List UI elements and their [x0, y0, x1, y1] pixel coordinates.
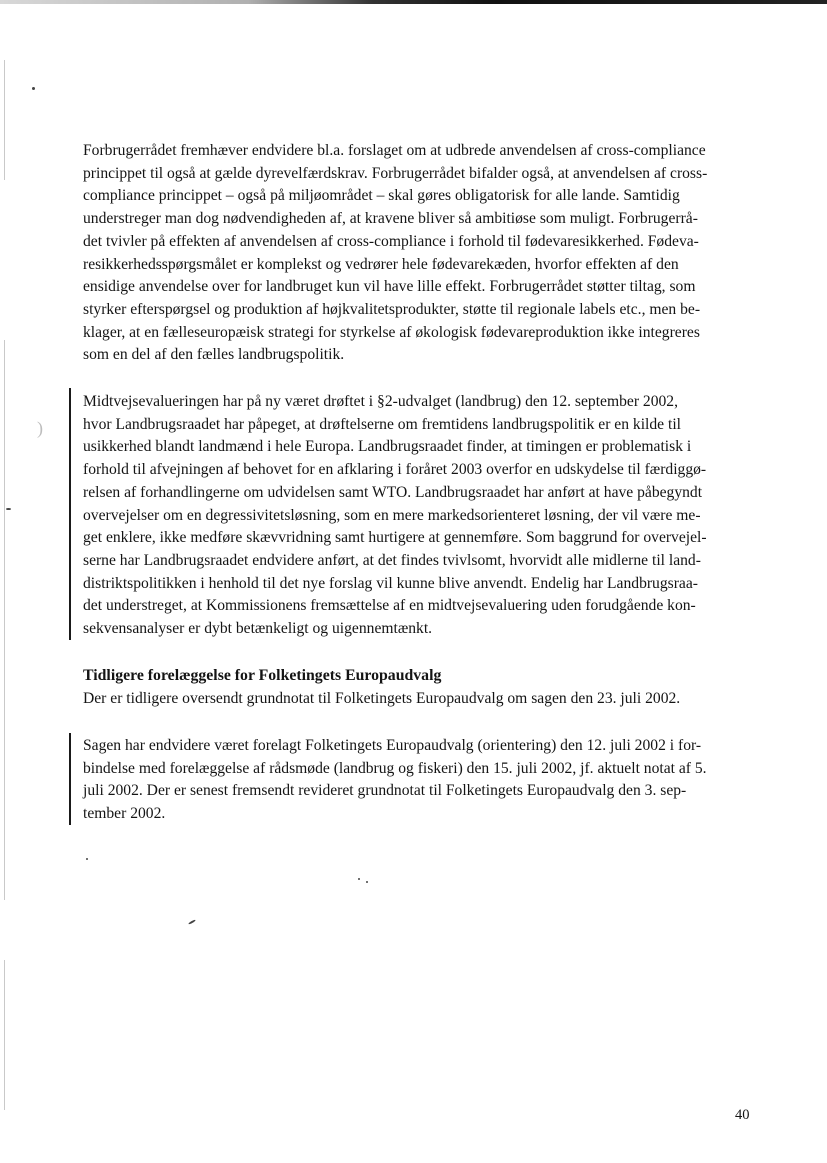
- text-line: tember 2002.: [83, 805, 166, 823]
- text-line: resikkerhedsspørgsmålet er komplekst og vedrører hele fødevarekæden, hvorfor effekten af den: [83, 255, 679, 273]
- text-line: det understreget, at Kommissionens fremsættelse af en midtvejsevaluering uden forudgående kon-: [83, 597, 696, 615]
- page-number: 40: [735, 1107, 750, 1123]
- revision-change-bar: [69, 733, 71, 825]
- text-line: juli 2002. Der er senest fremsendt revideret grundnotat til Folketingets Europaudvalg den 3. sep-: [83, 782, 687, 800]
- text-line: Sagen har endvidere været forelagt Folketingets Europaudvalg (orientering) den 12. juli 2002 i for-: [83, 737, 702, 754]
- text-line: usikkerhed blandt landmænd i hele Europa. Landbrugsraadet finder, at timingen er problematisk i: [83, 438, 692, 456]
- text-line: compliance princippet – også på miljøområdet – skal gøres obligatorisk for alle lande. Samtidig: [83, 187, 680, 205]
- scan-mark: ): [37, 418, 43, 438]
- text-line: ensidige anvendelse over for landbruget kun vil have lille effekt. Forbrugerrådet støtter tiltag, som: [83, 278, 696, 296]
- paragraph-text: [83, 735, 758, 826]
- revision-change-bar: [69, 388, 71, 640]
- text-line: sekvensanalyser er dybt betænkeligt og uigennemtænkt.: [83, 620, 433, 638]
- scan-margin-line: [4, 340, 5, 900]
- text-line: klager, at en fælleseuropæisk strategi for styrkelse af økologisk fødevareproduktion ikke integreres: [83, 323, 700, 341]
- paragraph-committee-presentation: [83, 735, 758, 826]
- paragraph-consumer-council: [83, 140, 758, 367]
- paragraph-text: [83, 140, 758, 367]
- scan-speck: [6, 508, 11, 510]
- text-line: Der er tidligere oversendt grundnotat til Folketingets Europaudvalg om sagen den 23. juli 2002.: [83, 690, 681, 707]
- text-line: serne har Landbrugsraadet endvidere anført, at det findes tvivlsomt, hvorvidt alle midlerne til land-: [83, 551, 701, 569]
- top-border-rule: [0, 0, 827, 4]
- scan-margin-line: [4, 960, 5, 1110]
- scan-speck: [358, 878, 360, 880]
- text-line: Forbrugerrådet fremhæver endvidere bl.a. forslaget om at udbrede anvendelsen af cross-compliance: [83, 142, 706, 159]
- text-line: Midtvejsevalueringen har på ny været drøftet i §2-udvalget (landbrug) den 12. september 2002,: [83, 393, 678, 410]
- scan-speck: [188, 919, 196, 925]
- text-line: overvejelser om en degressivitetsløsning, som en mere markedsorienteret løsning, der vil være me-: [83, 506, 701, 524]
- text-line: forhold til afvejningen af behovet for en afklaring i foråret 2003 overfor en udskydelse til færdiggø-: [83, 461, 707, 479]
- text-line: det tvivler på effekten af anvendelsen af cross-compliance i forhold til fødevaresikkerhed. Fødeva-: [83, 232, 699, 250]
- scan-speck: [86, 858, 88, 860]
- paragraph-text: [83, 391, 758, 641]
- paragraph-text: [83, 688, 758, 711]
- text-line: relsen af forhandlingerne om udvidelsen samt WTO. Landbrugsraadet har anført at have påbegyndt: [83, 483, 703, 501]
- scan-speck: [366, 881, 368, 883]
- text-line: princippet til også at gælde dyrevelfærdskrav. Forbrugerrådet bifalder også, at anvendelsen af cross-: [83, 164, 708, 182]
- paragraph-earlier-submission: [83, 688, 758, 711]
- text-line: hvor Landbrugsraadet har påpeget, at drøftelserne om fremtidens landbrugspolitik er en kilde til: [83, 415, 681, 433]
- text-line: styrker efterspørgsel og produktion af højkvalitetsprodukter, støtte til regionale labels etc., men be-: [83, 300, 701, 318]
- paragraph-midterm-review: [83, 391, 758, 641]
- text-line: get enklere, ikke medføre skævvridning samt hurtigere at gennemføre. Som baggrund for overvejel-: [83, 529, 707, 547]
- section-heading: Tidligere forelæggelse for Folketingets Europaudvalg: [83, 667, 442, 684]
- scan-margin-line: [4, 60, 5, 180]
- text-line: distriktspolitikken i henhold til det nye forslag vil kunne blive anvendt. Endelig har Landbrugsraa-: [83, 574, 698, 592]
- text-line: som en del af den fælles landbrugspolitik.: [83, 346, 345, 364]
- text-line: understreger man dog nødvendigheden af, at kravene bliver så ambitiøse som muligt. Forbrugerrå-: [83, 210, 698, 228]
- scan-speck: [32, 87, 35, 90]
- text-line: bindelse med forelæggelse af rådsmøde (landbrug og fiskeri) den 15. juli 2002, jf. aktuelt notat af 5.: [83, 759, 707, 777]
